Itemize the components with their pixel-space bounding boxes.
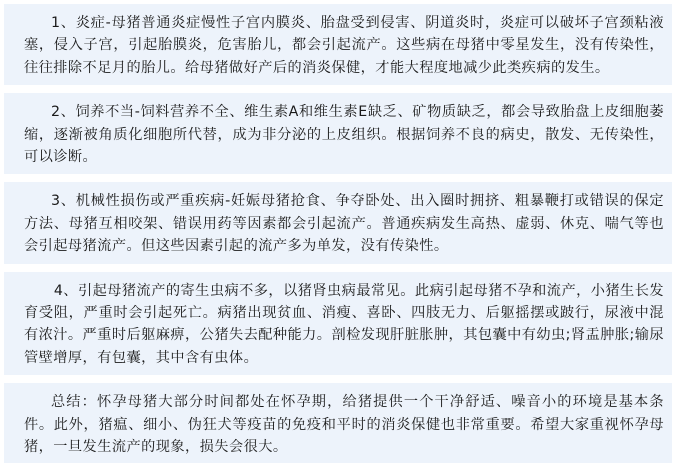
paragraph-improper-feeding: 2、饲养不当-饲料营养不全、维生素A和维生素E缺乏、矿物质缺乏，都会导致胎盘上皮细胞萎缩，逐渐被角质化细胞所代替，成为非分泌的上皮组织。根据饲养不良的病史，散发、无传染性，可以诊断。: [4, 93, 672, 174]
paragraph-summary: 总结：怀孕母猪大部分时间都处在怀孕期，给猪提供一个干净舒适、噪音小的环境是基本条件。此外，猪瘟、细小、伪狂犬等疫苗的免疫和平时的消炎保健也非常重要。希望大家重视怀孕母猪，一旦发生流产的现象，损失会很大。: [4, 383, 672, 462]
paragraph-inflammation: 1、炎症-母猪普通炎症慢性子宫内膜炎、胎盘受到侵害、阴道炎时，炎症可以破坏子宫颈粘液塞，侵入子宫，引起胎膜炎，危害胎儿，都会引起流产。这些病在母猪中零星发生，没有传染性，往往排除不足月的胎儿。给母猪做好产后的消炎保健，才能大程度地减少此类疾病的发生。: [4, 4, 672, 85]
paragraph-parasites: 4、引起母猪流产的寄生虫病不多，以猪肾虫病最常见。此病引起母猪不孕和流产，小猪生长发育受阻，严重时会引起死亡。病猪出现贫血、消瘦、喜卧、四肢无力、后躯摇摆或跛行，尿液中混有浓汁。严重时后躯麻痹，公猪失去配种能力。剖检发现肝脏胀肿，其包囊中有幼虫;肾盂肿胀;输尿管壁增厚，有包囊，其中含有虫体。: [4, 272, 672, 376]
paragraph-mechanical-injury: 3、机械性损伤或严重疾病-妊娠母猪抢食、争夺卧处、出入圈时拥挤、粗暴鞭打或错误的保定方法、母猪互相咬架、错误用药等因素都会引起流产。普通疾病发生高热、虚弱、休克、喘气等也会引起母猪流产。但这些因素引起的流产多为单发，没有传染性。: [4, 182, 672, 263]
